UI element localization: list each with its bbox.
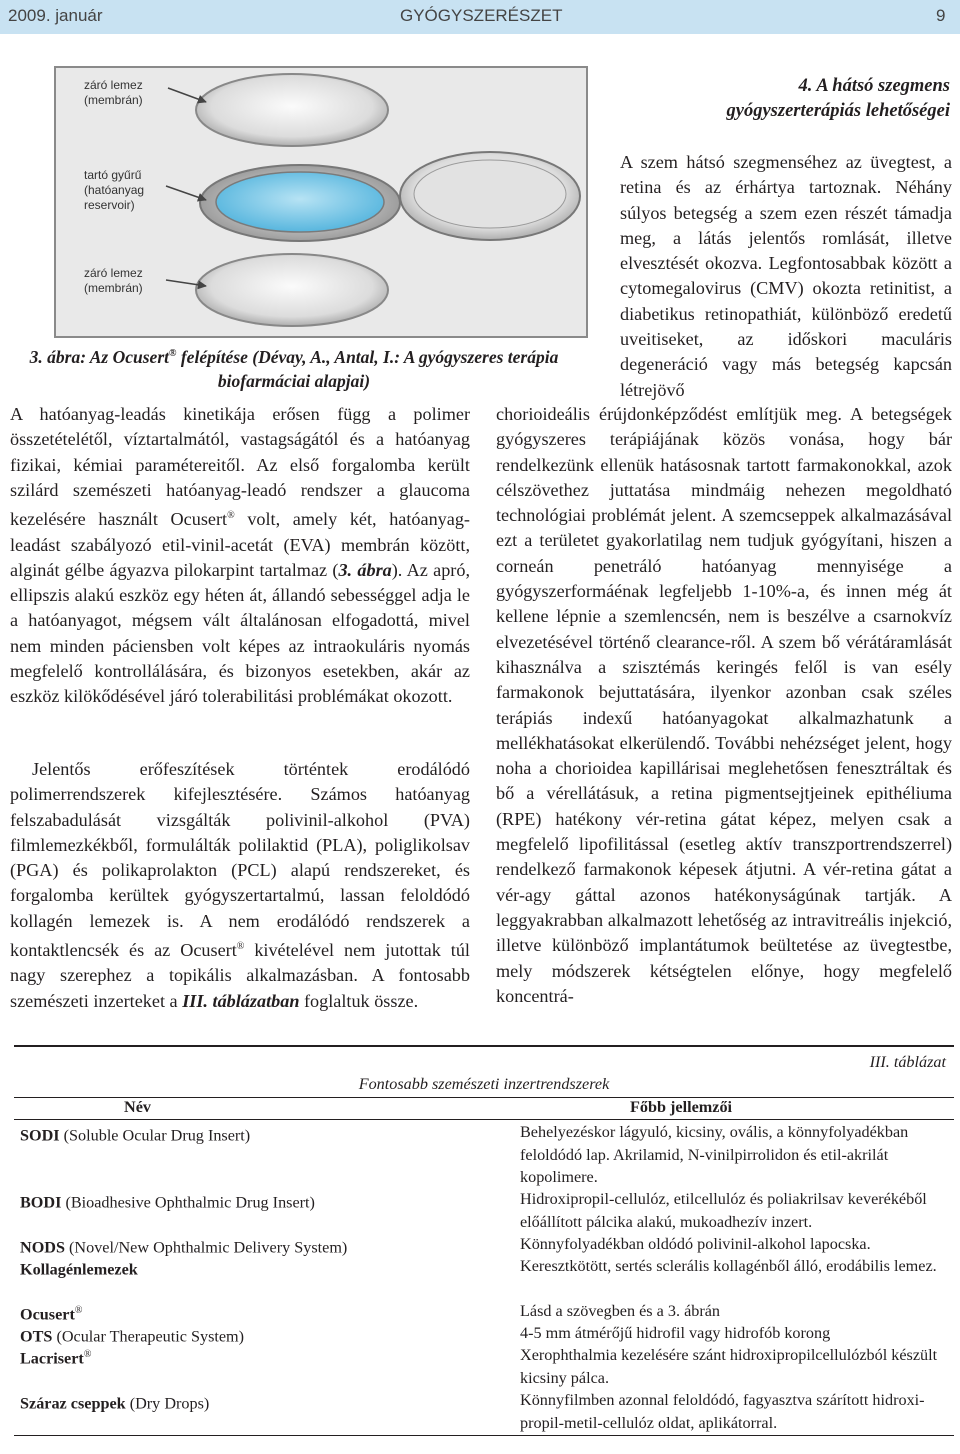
left-paragraph-2: Jelentős erőfeszítések történtek erodálódó polimerrendszerek kifejlesztésére. Számos hatóanyag felszabadulását vizsgálták polivinil-alkohol (PVA) filmlemezkékből, formulálták polilaktid (PLA), poliglikolsav (PGA) és polikaprolakton (PCL) alapú rendszereket, és forgalomba kerültek gyógyszertartalmú, lassan feloldódó kollagén lemezek is. A nem erodálódó rendszerek a kontaktlencsék és az Ocusert® kivételével nem jutottak túl nagy szerephez a topikális alkalmazásban. A fontosabb szemészeti inzerteket a III. táblázatban foglaltuk össze. [10, 759, 470, 1011]
table-rule [14, 1435, 954, 1436]
reservoir-ring [200, 165, 400, 241]
reservoir-ring-exploded [400, 152, 580, 240]
label-top-membrane: záró lemez (membrán) [84, 78, 143, 107]
label-bottom-membrane: záró lemez (membrán) [84, 266, 143, 295]
table-number: III. táblázat [869, 1053, 946, 1071]
page-header [0, 0, 960, 34]
table-rule [14, 1097, 954, 1098]
column-header-name: Név [124, 1098, 151, 1116]
header-page-number: 9 [936, 6, 946, 25]
header-date: 2009. január [8, 6, 103, 25]
label-reservoir-ring: tartó gyűrű (hatóanyag reservoir) [84, 168, 145, 212]
left-paragraph-1: A hatóanyag-leadás kinetikája erősen függ a polimer összetételétől, víztartalmától, vastagságától és a hatóanyag fizikai, kémiai paramétereitől. Az első forgalomba került szilárd szemészeti hatóanyag-leadó rendszer a glaucoma kezelésére használt Ocusert® volt, amely két, hatóanyag-leadást szabályozó etil-vinil-acetát (EVA) membrán között, alginát gélbe ágyazva pilokarpint tartalmaz (3. ábra). Az apró, ellipszis alakú eszköz egy héten át, állandó sebességgel adja le a hatóanyagot, mégsem vált általánosan elfogadottá, mivel nem minden páciensben volt képes az intraokuláris nyomás megfelelő kontrollálására, és bizonyos esetekben, akár az eszköz kilökődésével járó tolerabilitási problémákat okozott. [10, 404, 471, 707]
right-paragraph-1: A szem hátsó szegmenséhez az üvegtest, a retina és az érhártya tartoznak. Néhány súlyos betegség a szem ezen részét támadja meg, a látás jelentős romlását, illetve elvesztését okozva. Legfontosabbak között a cytomegalovirus (CMV) okozta retinitist, a diabetikus retinopathiát, különböző eredetű uveitiseket, az időskori maculáris degeneráció vagy más betegség kapcsán létrejövő [620, 152, 952, 400]
section-heading: 4. A hátsó szegmens gyógyszerterápiás lehetőségei [726, 76, 950, 121]
table-title: Fontosabb szemészeti inzertrendszerek [358, 1075, 610, 1093]
top-membrane-disc [196, 74, 388, 146]
table-inserts: III. táblázat Fontosabb szemészeti inzertrendszerek Név Főbb jellemzői SODI (Soluble Ocular Drug Insert) Behelyezéskor lágyuló, kicsiny, ovális, a könnyfolyadékban feloldódó lap. Akrilamid, N-vinilpirrolidon és etil-akrilát kopolimere. BODI (Bioadhesive Ophthalmic Drug Insert) Hidroxipropil-cellulóz, etilcellulóz és poliakrilsav keverékéből előállított pálcika alakú, mukoadhezív inzert. NODS (Novel/New Ophthalmic Delivery System) Könnyfolyadékban oldódó polivinil-alkohol lapocska. Kollagénlemezek Keresztkötött, sertés sclerális kollagénből álló, erodábilis lemez. Ocusert® Lásd a szövegben és a 3. ábrán OTS (Ocular Therapeutic System) 4-5 mm átmérőjű hidrofil vagy hidrofób korong Lacrisert® Xerophthalmia kezelésére szánt hidroxipropilcellulózból készült kicsiny pálca. Száraz cseppek (Dry Drops) Könnyfilmben azonnal feloldódó, fagyasztva szárított hidroxi-propil-metil-cellulóz oldat, aplikátorral. [14, 1045, 954, 1437]
figure-ocusert [54, 66, 588, 338]
bottom-membrane-disc [196, 254, 388, 326]
right-paragraph-2: chorioideális érújdonképződést említjük meg. A betegségek gyógyszeres terápiájának közös vonása, hogy bár rendelkezünk ellenük hatásosnak tartott farmakonokkal, azok célszövethez juttatása mindmáig nehezen megoldható technológiai problémát jelent. A szemcseppek alkalmazásával ezt a területet gyakorlatilag nem tudjuk gyógyítani, hiszen a corneán penetráló hatóanyag mennyisége a gyógyszerformáénak legfeljebb 1-10%-a, és innen még át kellene lépnie a szemlencsén, nem is beszélve a csarnokvíz elvezetésével történő clearance-ről. A szem bő vérátáramlását kihasználva a szisztémás keringés felől is van esély farmakonok bejuttatására, ilyenkor azonban csak széles terápiás indexű hatóanyagokat alkalmazhatunk a mellékhatásokat elkerülendő. További nehézséget jelent, hogy noha a chorioidea kapillárisai meglehetősen fenesztráltak és bő a vérellátásuk, a retina pigmentsejtjeinek epithéliuma (RPE) hatékony vér-retina gátat képez, melyen csak a megfelelő lipofilitással (esetleg aktív transzportrendszerrel) rendelkező farmakonok képesek átjutni. A vér-retina gátat a vér-agy gáttal azonos hatékonyságúnak tartják. A leggyakrabban alkalmazott lehetőség az intravitreális injekció, illetve különböző implantátumok beültetése az üvegtestbe, mely módszerek kétségtelen előnye, hogy megfelelő koncentrá- [496, 404, 952, 1006]
column-header-features: Főbb jellemzői [630, 1098, 733, 1116]
table-rule [14, 1119, 954, 1120]
header-journal: GYÓGYSZERÉSZET [400, 6, 563, 25]
figure-caption: 3. ábra: Az Ocusert® felépítése (Dévay, A., Antal, I.: A gyógyszeres terápia biofarmáciai alapjai) [29, 346, 559, 391]
